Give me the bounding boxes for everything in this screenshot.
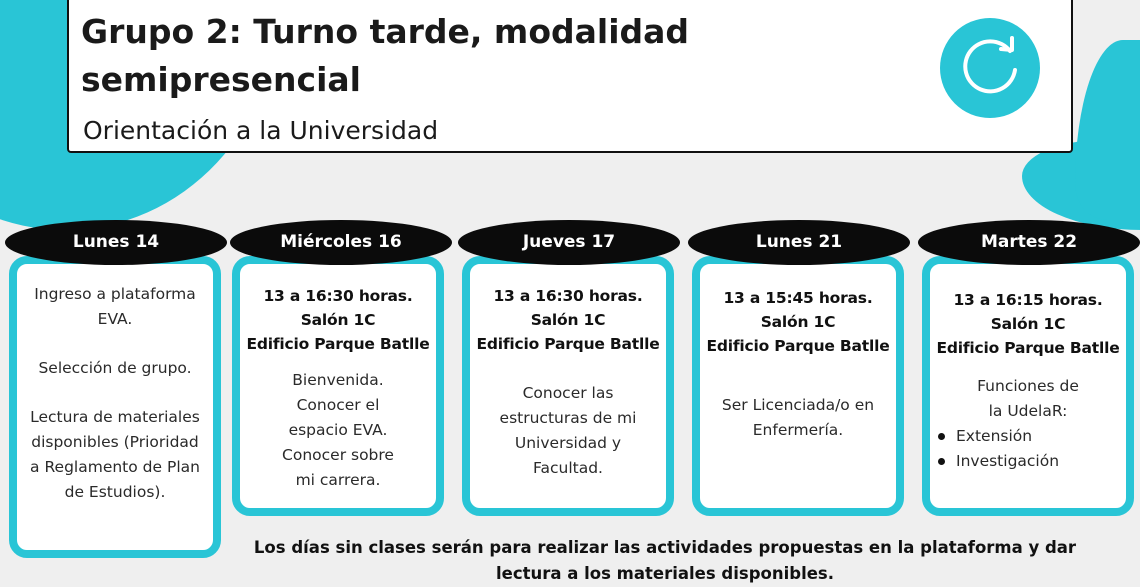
activity-text: Lectura de materiales disponibles (Prioridad a Reglamento de Plan de Estudios). <box>30 408 200 501</box>
activity-text: Conocer sobre mi carrera. <box>282 446 394 489</box>
day-label-miercoles-16: Miércoles 16 <box>230 220 452 265</box>
decorative-drop-right <box>1075 40 1140 220</box>
day-card-miercoles-16 <box>232 256 444 516</box>
session-time: 13 a 16:30 horas. <box>493 287 643 305</box>
day-label-martes-22: Martes 22 <box>918 220 1140 265</box>
activity-text: Ingreso a plataforma EVA. <box>34 285 196 328</box>
list-item: Investigación <box>936 449 1126 474</box>
day-card-martes-22 <box>922 256 1134 516</box>
day-card-content <box>700 393 896 443</box>
page-title: Grupo 2: Turno tarde, modalidad semipresencial <box>81 12 690 99</box>
refresh-icon <box>940 18 1040 118</box>
page-subtitle: Orientación a la Universidad <box>83 116 439 145</box>
session-building: Edificio Parque Batlle <box>476 335 660 353</box>
session-time: 13 a 15:45 horas. <box>723 289 873 307</box>
day-card-content <box>240 368 436 493</box>
session-time: 13 a 16:15 horas. <box>953 291 1103 309</box>
day-card-content <box>930 374 1126 474</box>
session-time: 13 a 16:30 horas. <box>263 287 413 305</box>
session-room: Salón 1C <box>300 311 376 329</box>
session-details <box>930 288 1126 360</box>
session-details <box>240 284 436 356</box>
day-label-jueves-17: Jueves 17 <box>458 220 680 265</box>
session-building: Edificio Parque Batlle <box>936 339 1120 357</box>
session-building: Edificio Parque Batlle <box>246 335 430 353</box>
activity-text: Ser Licenciada/o en Enfermería. <box>721 396 875 439</box>
day-card-jueves-17 <box>462 256 674 516</box>
header-card <box>67 0 1073 153</box>
functions-list <box>936 424 1126 474</box>
day-label-lunes-21: Lunes 21 <box>688 220 910 265</box>
session-room: Salón 1C <box>760 313 836 331</box>
session-building: Edificio Parque Batlle <box>706 337 890 355</box>
footer-note: Los días sin clases serán para realizar las actividades propuestas en la plataforma y dar lectura a los materiales disponibles. <box>253 538 1077 583</box>
session-room: Salón 1C <box>530 311 606 329</box>
day-card-content <box>470 381 666 481</box>
day-card-lunes-21 <box>692 256 904 516</box>
activity-text: Conocer el espacio EVA. <box>288 396 388 439</box>
activity-text: Conocer las estructuras de mi Universidad y Facultad. <box>499 384 637 477</box>
day-label-lunes-14: Lunes 14 <box>5 220 227 265</box>
activity-text: Selección de grupo. <box>38 359 192 377</box>
activity-text: Bienvenida. <box>292 371 384 389</box>
session-room: Salón 1C <box>990 315 1066 333</box>
day-card-content <box>17 282 213 505</box>
session-details <box>470 284 666 356</box>
list-item: Extensión <box>936 424 1126 449</box>
day-card-lunes-14 <box>9 256 221 558</box>
activity-text: Funciones de la UdelaR: <box>977 377 1079 420</box>
session-details <box>700 286 896 358</box>
